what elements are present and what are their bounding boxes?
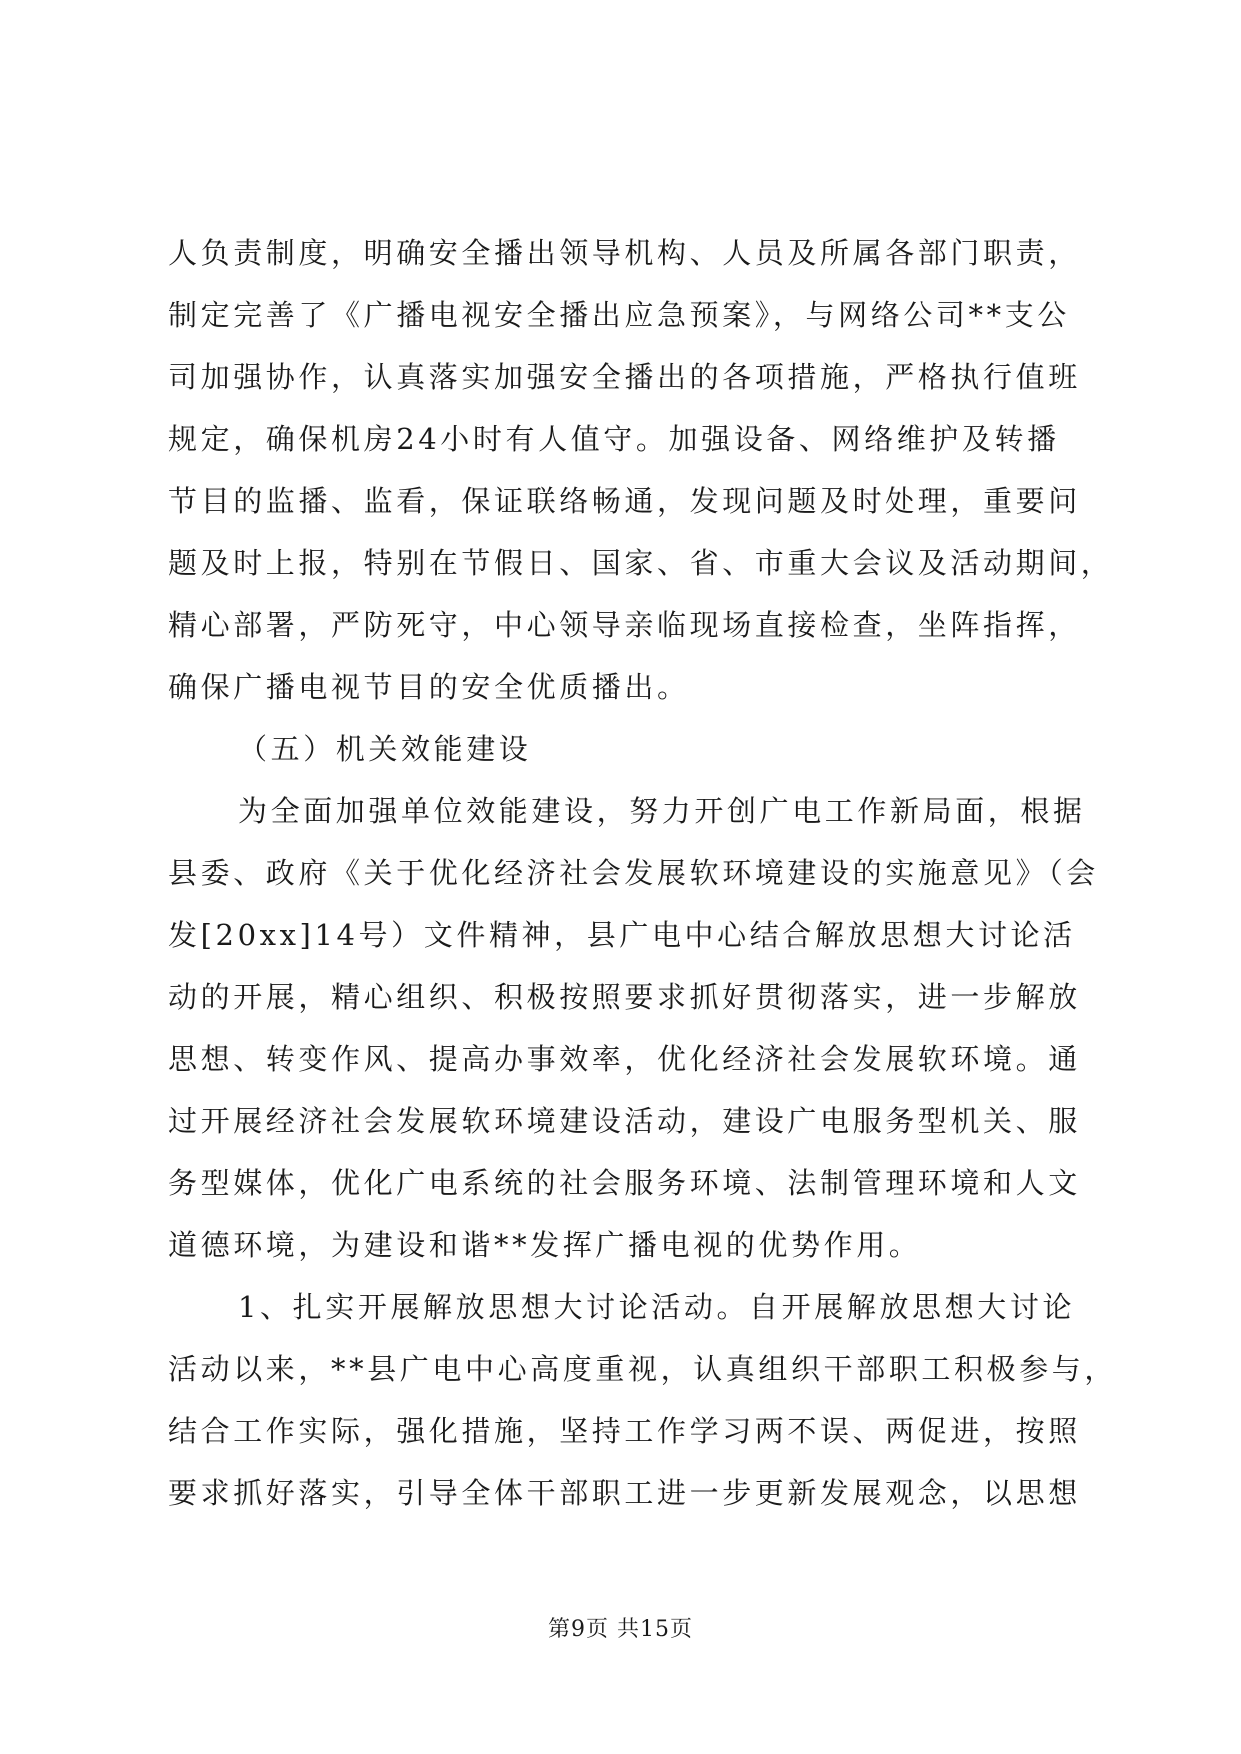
text-line: 思想、转变作风、提高办事效率，优化经济社会发展软环境。通	[168, 1042, 1081, 1076]
text-line: 规定，确保机房24小时有人值守。加强设备、网络维护及转播	[168, 422, 1060, 456]
text-line: 结合工作实际，强化措施，坚持工作学习两不误、两促进，按照	[168, 1414, 1081, 1448]
text-line: 过开展经济社会发展软环境建设活动，建设广电服务型机关、服	[168, 1104, 1081, 1138]
text-line: 动的开展，精心组织、积极按照要求抓好贯彻落实，进一步解放	[168, 980, 1081, 1014]
text-line: 要求抓好落实，引导全体干部职工进一步更新发展观念，以思想	[168, 1476, 1081, 1510]
page-number: 第9页 共15页	[548, 1617, 693, 1642]
text-line: 人负责制度，明确安全播出领导机构、人员及所属各部门职责，	[168, 236, 1081, 270]
text-line: 节目的监播、监看，保证联络畅通，发现问题及时处理，重要问	[168, 484, 1081, 518]
text-line: 精心部署，严防死守，中心领导亲临现场直接检查，坐阵指挥，	[168, 608, 1081, 642]
text-line: 县委、政府《关于优化经济社会发展软环境建设的实施意见》（会	[168, 856, 1099, 890]
text-line: 道德环境，为建设和谐**发挥广播电视的优势作用。	[168, 1228, 922, 1262]
section-heading: （五）机关效能建设	[238, 732, 532, 766]
text-line: 务型媒体，优化广电系统的社会服务环境、法制管理环境和人文	[168, 1166, 1081, 1200]
paragraph-first-line: 1、扎实开展解放思想大讨论活动。自开展解放思想大讨论	[238, 1290, 1076, 1324]
text-line: 制定完善了《广播电视安全播出应急预案》，与网络公司**支公	[168, 298, 1070, 332]
text-line: 活动以来，**县广电中心高度重视，认真组织干部职工积极参与，	[168, 1352, 1118, 1386]
paragraph-first-line: 为全面加强单位效能建设，努力开创广电工作新局面，根据	[238, 794, 1086, 828]
body-text	[168, 222, 1118, 1524]
text-line: 司加强协作，认真落实加强安全播出的各项措施，严格执行值班	[168, 360, 1081, 394]
text-line: 发[20xx]14号）文件精神，县广电中心结合解放思想大讨论活	[168, 918, 1076, 952]
text-line: 题及时上报，特别在节假日、国家、省、市重大会议及活动期间，	[168, 546, 1114, 580]
text-line: 确保广播电视节目的安全优质播出。	[168, 670, 690, 704]
